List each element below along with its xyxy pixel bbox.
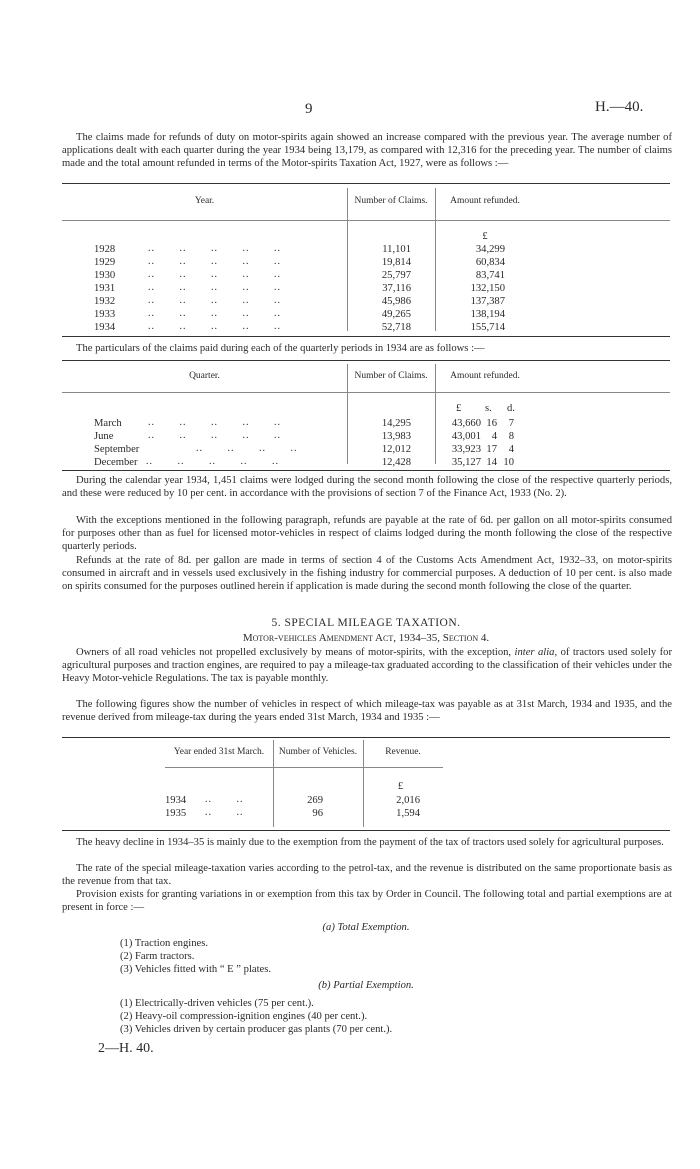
table1-unit: £ (482, 231, 488, 242)
table3-header-vehicles: Number of Vehicles. (278, 747, 358, 757)
table-cell-claims: 25,797 (381, 270, 411, 281)
table2-unit-shillings: s. (485, 403, 492, 414)
table-row-year: 1934 (165, 795, 187, 806)
table3-bottom-rule (62, 830, 670, 831)
table-row-year: 1932 (94, 296, 116, 307)
table1-header-year: Year. (194, 196, 215, 206)
table-cell-claims: 52,718 (381, 322, 411, 333)
table-row-year: 1928 (94, 244, 116, 255)
paragraph-text-part: of tractors used solely for agricultural purposes and traction engines, are required to pay a mileage-tax graduated according to the classification of their vehicles under the Heavy Motor-vehicle Regulations. The tax is payable monthly. (62, 647, 672, 685)
partial-exemption-heading: (b) Partial Exemption. (318, 980, 414, 991)
table-cell-amount: 83,741 (475, 270, 505, 281)
table-row-year: 1931 (94, 283, 116, 294)
table3-header-year: Year ended 31st March. (173, 747, 265, 757)
paragraph-text-part: Owners of all road vehicles not propelled exclusively by means of motor-spirits, with the exception, (76, 647, 512, 658)
table2-top-rule (62, 360, 670, 361)
table-cell-claims: 12,012 (381, 444, 411, 455)
table-cell-amount: 60,834 (475, 257, 505, 268)
table-cell-claims: 13,983 (381, 431, 411, 442)
paragraph-following-figures: The following figures show the number of vehicles in respect of which mileage-tax was payable as at 31st March, 1934 and 1935, and the revenue derived from mileage-tax during the years ended 31st March, 1934 and 1935 :— (62, 699, 672, 724)
paragraph-quarterly-intro: The particulars of the claims paid during each of the quarterly periods in 1934 are as follows :— (76, 343, 485, 354)
table-cell-amount: 137,387 (470, 296, 505, 307)
table3-top-rule (62, 737, 670, 738)
paragraph-calendar-year: During the calendar year 1934, 1,451 claims were lodged during the second month following the close of the respective quarterly periods, and these were reduced by 10 per cent. in accordance with the provisions of section 7 of the Finance Act, 1933 (No. 2). (62, 475, 672, 500)
paragraph-rate-of-taxation: The rate of the special mileage-taxation varies according to the petrol-tax, and the revenue is distributed on the same proportionate basis as the revenue from that tax. (62, 863, 672, 888)
table-cell-claims: 45,986 (381, 296, 411, 307)
table-row-year: 1934 (94, 322, 116, 333)
table1-bottom-rule (62, 336, 670, 337)
table1-header-amount: Amount refunded. (450, 196, 520, 206)
leader-dots: .. .. (205, 807, 244, 818)
table-row-quarter: March (94, 418, 122, 429)
page-number: 9 (305, 101, 313, 117)
table2-unit-pence: d. (507, 403, 515, 414)
table-cell-pence: 4 (508, 444, 514, 455)
leader-dots: .. .. .. .. .. (146, 456, 279, 467)
leader-dots: .. .. .. .. .. (148, 417, 281, 428)
leader-dots: .. .. .. .. .. (148, 243, 281, 254)
table-cell-pence: 8 (508, 431, 514, 442)
paragraph-owners-road-vehicles (62, 646, 672, 686)
table-cell-amount: 138,194 (470, 309, 505, 320)
table1-header-claims: Number of Claims. (354, 196, 428, 206)
document-reference: H.—40. (595, 99, 644, 115)
total-exemption-item: (2) Farm tractors. (120, 951, 195, 962)
table3-header-rule (165, 767, 443, 768)
table-cell-claims: 37,116 (382, 283, 411, 294)
paragraph-italic-text: inter alia, (514, 647, 558, 658)
table-cell-revenue: 1,594 (396, 808, 420, 819)
total-exemption-item: (3) Vehicles fitted with “ E ” plates. (120, 964, 272, 975)
table2-header-claims: Number of Claims. (354, 371, 428, 381)
table2-header-quarter: Quarter. (189, 371, 220, 381)
paragraph-provision-exemptions: Provision exists for granting variations in or exemption from this tax by Order in Council. The following total and partial exemptions are at present in force :— (62, 889, 672, 914)
partial-exemption-item: (1) Electrically-driven vehicles (75 per cent.). (120, 998, 314, 1009)
table-cell-vehicles: 269 (307, 795, 323, 806)
leader-dots: .. .. .. .. .. (148, 430, 281, 441)
page-signature: 2—H. 40. (98, 1041, 154, 1056)
paragraph-refund-claims: The claims made for refunds of duty on motor-spirits again showed an increase compared with the previous year. The average number of applications dealt with each quarter during the year 1934 being 13,179, as compared with 12,316 for the preceding year. The number of claims made and the total amount refunded in terms of the Motor-spirits Taxation Act, 1927, were as follows :— (62, 132, 672, 170)
partial-exemption-item: (3) Vehicles driven by certain producer gas plants (70 per cent.). (120, 1024, 393, 1035)
table-cell-pounds: 43,001 (451, 431, 481, 442)
table-cell-revenue: 2,016 (396, 795, 420, 806)
leader-dots: .. .. .. .. .. (148, 269, 281, 280)
table-cell-claims: 12,428 (381, 457, 411, 468)
table3-header-revenue: Revenue. (385, 747, 421, 757)
table3-unit: £ (397, 781, 404, 792)
table-cell-pounds: 35,127 (451, 457, 481, 468)
partial-exemption-item: (2) Heavy-oil compression-ignition engines (40 per cent.). (120, 1011, 368, 1022)
table2-header-amount: Amount refunded. (450, 371, 520, 381)
table1-top-rule (62, 183, 670, 184)
table-row-quarter: September (94, 444, 140, 455)
table-cell-claims: 49,265 (381, 309, 411, 320)
table-cell-shillings: 17 (486, 444, 497, 455)
table-row-quarter: December (94, 457, 138, 468)
section-heading: 5. SPECIAL MILEAGE TAXATION. (271, 617, 461, 629)
leader-dots: .. .. .. .. .. (148, 321, 281, 332)
table-row-year: 1935 (165, 808, 187, 819)
table-row-quarter: June (94, 431, 114, 442)
table-row-year: 1933 (94, 309, 116, 320)
table-cell-shillings: 14 (486, 457, 497, 468)
table-cell-claims: 14,295 (381, 418, 411, 429)
table1-header-rule (62, 220, 670, 221)
table-cell-claims: 19,814 (381, 257, 411, 268)
table2-bottom-rule (62, 470, 670, 471)
leader-dots: .. .. .. .. .. (148, 295, 281, 306)
table2-header-rule (62, 392, 670, 393)
total-exemption-heading: (a) Total Exemption. (322, 922, 410, 933)
table2-unit-pounds: £ (456, 403, 462, 414)
table-cell-vehicles: 96 (312, 808, 323, 819)
table-cell-claims: 11,101 (382, 244, 411, 255)
table-cell-amount: 132,150 (470, 283, 505, 294)
table-cell-amount: 155,714 (470, 322, 505, 333)
table-cell-pounds: 33,923 (451, 444, 481, 455)
paragraph-heavy-decline: The heavy decline in 1934–35 is mainly due to the exemption from the payment of the tax of tractors used solely for agricultural purposes. (76, 837, 664, 848)
table-row-year: 1930 (94, 270, 116, 281)
leader-dots: .. .. (205, 794, 244, 805)
total-exemption-item: (1) Traction engines. (120, 938, 208, 949)
leader-dots: .. .. .. .. .. (148, 282, 281, 293)
leader-dots: .. .. .. .. .. (148, 308, 281, 319)
section-subheading: Motor-vehicles Amendment Act, 1934–35, Section 4. (242, 632, 490, 644)
table-row-year: 1929 (94, 257, 116, 268)
paragraph-refund-rate-6d: With the exceptions mentioned in the following paragraph, refunds are payable at the rate of 6d. per gallon on all motor-spirits consumed for purposes other than as fuel for licensed motor-vehicles in respect of claims lodged during the month following the close of the respective quarterly periods. (62, 515, 672, 553)
leader-dots: .. .. .. .. .. (148, 256, 281, 267)
paragraph-refund-rate-8d: Refunds at the rate of 8d. per gallon are made in terms of section 4 of the Customs Acts Amendment Act, 1932–33, on motor-spirits consumed in aircraft and in vessels used exclusively in the fishing industry for commercial purposes. A deduction of 10 per cent. is also made on spirits consumed for the purposes outlined herein if application is made during the second month following the close of the quarter. (62, 555, 672, 593)
table-cell-pence: 7 (508, 418, 514, 429)
table-cell-shillings: 4 (491, 431, 497, 442)
table-cell-pence: 10 (503, 457, 514, 468)
table-cell-pounds: 43,660 (451, 418, 481, 429)
table-cell-amount: 34,299 (475, 244, 505, 255)
table-cell-shillings: 16 (486, 418, 497, 429)
leader-dots: .. .. .. .. (196, 443, 298, 454)
